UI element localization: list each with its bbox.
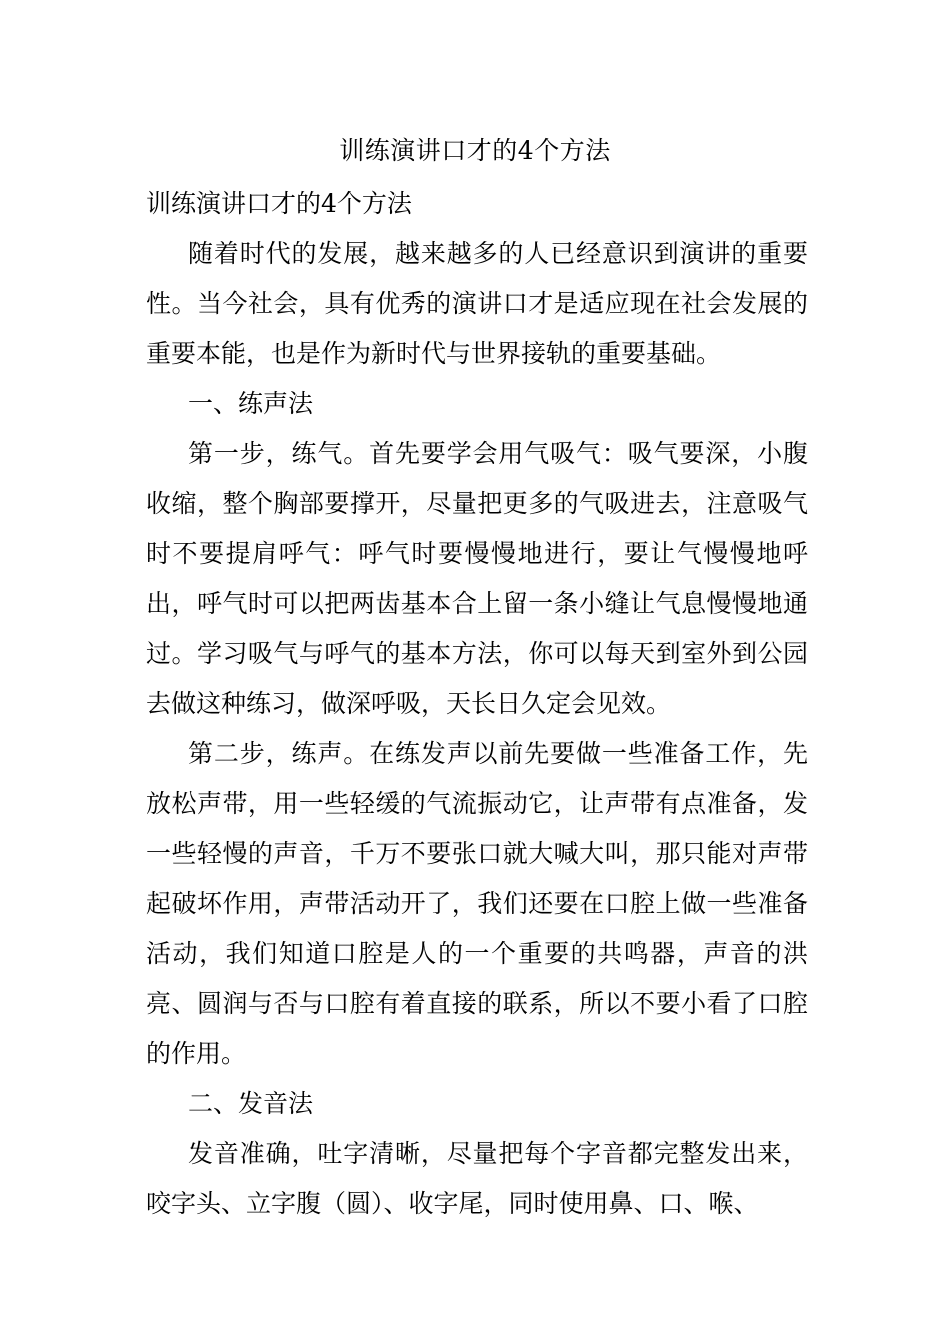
document-subtitle: 训练演讲口才的4个方法 bbox=[146, 189, 412, 218]
section-heading-voice-practice: 一、练声法 bbox=[188, 389, 314, 418]
paragraph-voice-practice: 第二步，练声。在练发声以前先要做一些准备工作，先放松声带，用一些轻缓的气流振动它，让声带有点准备，发一些轻慢的声音，千万不要张口就大喊大叫，那只能对声带起破坏作用，声带活动开了，我们还要在口腔上做一些准备活动，我们知道口腔是人的一个重要的共鸣器，声音的洪亮、圆润与否与口腔有着直接的联系，所以不要小看了口腔的作用。 bbox=[146, 739, 808, 1068]
paragraph-intro: 随着时代的发展，越来越多的人已经意识到演讲的重要性。当今社会，具有优秀的演讲口才是适应现在社会发展的重要本能，也是作为新时代与世界接轨的重要基础。 bbox=[146, 239, 808, 368]
document-title: 训练演讲口才的4个方法 bbox=[339, 136, 611, 165]
document-body bbox=[146, 179, 808, 1229]
section-heading-pronunciation: 二、发音法 bbox=[188, 1089, 314, 1118]
paragraph-pronunciation: 发音准确，吐字清晰，尽量把每个字音都完整发出来，咬字头、立字腹（圆）、收字尾，同时使用鼻、口、喉、 bbox=[146, 1139, 808, 1218]
paragraph-breath-practice: 第一步，练气。首先要学会用气吸气：吸气要深，小腹收缩，整个胸部要撑开，尽量把更多的气吸进去，注意吸气时不要提肩呼气：呼气时要慢慢地进行，要让气慢慢地呼出，呼气时可以把两齿基本合上留一条小缝让气息慢慢地通过。学习吸气与呼气的基本方法，你可以每天到室外到公园去做这种练习，做深呼吸，天长日久定会见效。 bbox=[146, 439, 808, 718]
